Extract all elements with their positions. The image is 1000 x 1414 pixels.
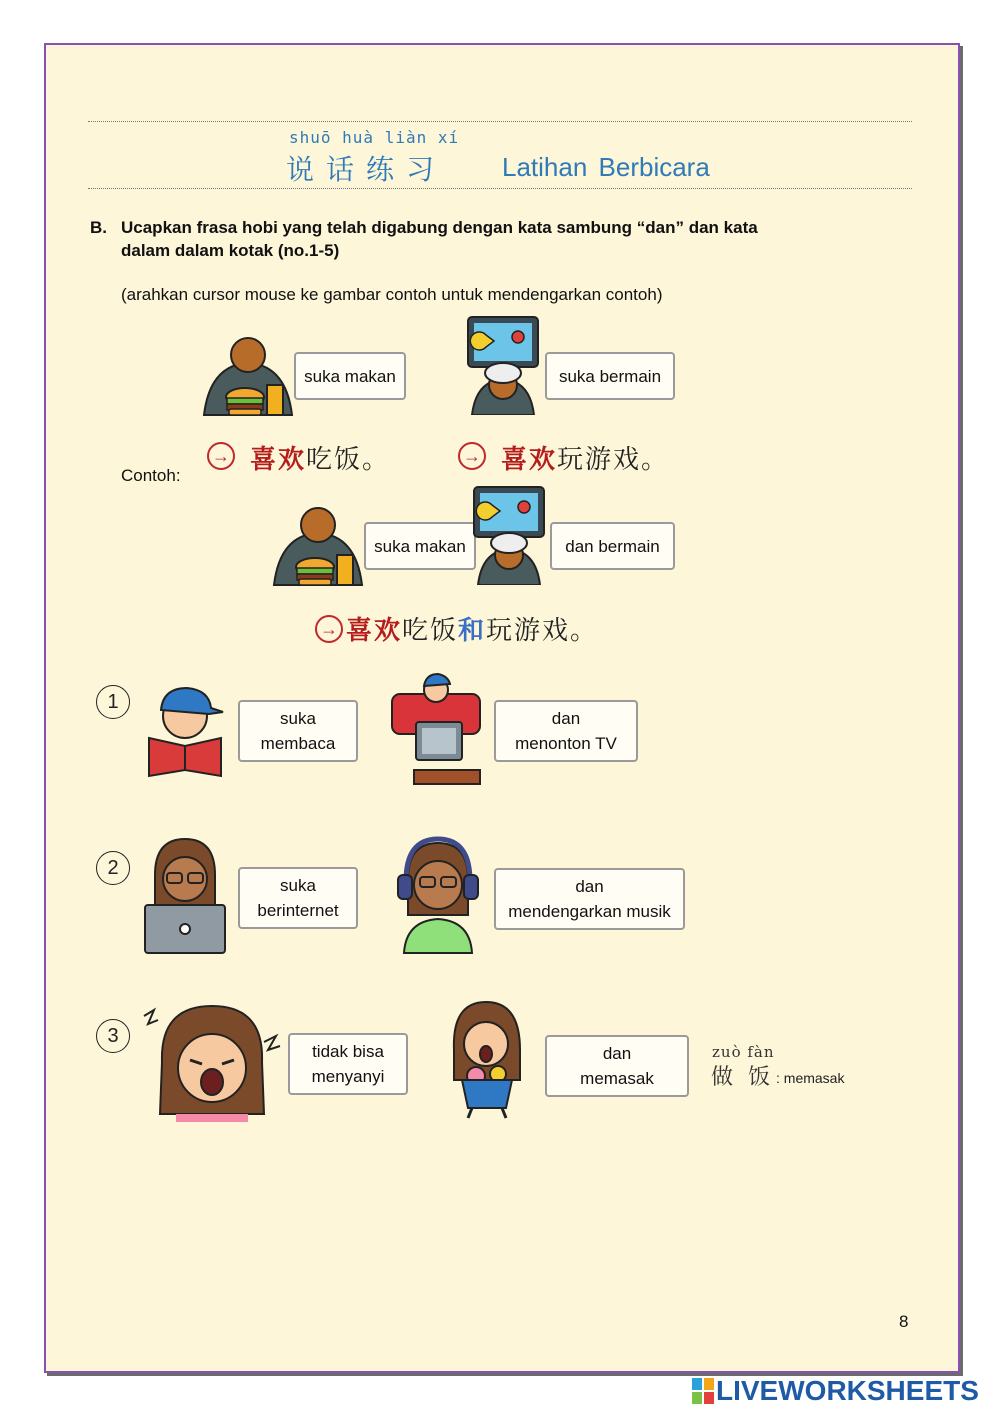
liveworksheets-logo-text: LIVEWORKSHEETS <box>716 1375 979 1406</box>
exercise-number-2: 2 <box>96 851 130 885</box>
liveworksheets-logo-icon <box>692 1378 714 1404</box>
vocab-pinyin: zuò fàn <box>712 1043 775 1061</box>
example-box-suka-makan: suka makan <box>294 352 406 400</box>
example-sentence-2 <box>501 439 669 476</box>
exercise2-right-box: dan mendengarkan musik <box>494 868 685 930</box>
example-sentence-combined <box>346 610 598 647</box>
combined-conjunction: 和 <box>458 616 487 646</box>
title-malay: Latihan Berbicara <box>502 152 710 182</box>
example-sentence-1 <box>250 439 390 476</box>
exercise1-right-box: dan menonton TV <box>494 700 638 762</box>
gaming-person-image[interactable] <box>466 315 540 415</box>
sentence2-object: 玩游戏。 <box>557 445 670 475</box>
exercise1-left-box: suka membaca <box>238 700 358 762</box>
eating-person-image[interactable] <box>200 335 296 417</box>
bad-singing-girl-image <box>140 1002 286 1124</box>
vocab-hanzi: 做 饭 <box>711 1065 774 1090</box>
instruction-note: (arahkan cursor mouse ke gambar contoh untuk mendengarkan contoh) <box>121 285 663 304</box>
sentence1-object: 吃饭。 <box>306 445 391 475</box>
arrow-right-icon[interactable]: → <box>315 615 343 643</box>
combined-object2: 玩游戏。 <box>486 616 599 646</box>
internet-girl-image <box>141 835 229 955</box>
title-hanzi: 说话练习 <box>286 153 447 186</box>
exercise-number-1: 1 <box>96 685 130 719</box>
arrow-right-icon[interactable]: → <box>207 442 235 470</box>
combined-object1: 吃饭 <box>402 616 459 646</box>
header-bottom-divider <box>88 188 912 189</box>
exercise3-right-box: dan memasak <box>545 1035 689 1097</box>
tv-watching-image <box>386 672 486 788</box>
example-box-dan-bermain: dan bermain <box>550 522 675 570</box>
page-number: 8 <box>899 1312 909 1331</box>
eating-person-image[interactable] <box>270 505 366 587</box>
sentence2-verb: 喜欢 <box>501 445 558 475</box>
music-girl-image <box>390 835 486 955</box>
sentence1-verb: 喜欢 <box>250 445 307 475</box>
arrow-right-icon[interactable]: → <box>458 442 486 470</box>
example-label: Contoh: <box>121 466 181 485</box>
exercise-number-3: 3 <box>96 1019 130 1053</box>
example-box-suka-makan-2: suka makan <box>364 522 476 570</box>
header-top-divider <box>88 121 912 122</box>
title-pinyin: shuō huà liàn xí <box>289 128 460 147</box>
liveworksheets-logo[interactable] <box>692 1375 979 1407</box>
reading-boy-image <box>143 682 227 778</box>
cooking-girl-image <box>446 1000 528 1120</box>
example-box-suka-bermain: suka bermain <box>545 352 675 400</box>
section-letter: B. <box>90 218 107 237</box>
exercise3-left-box: tidak bisa menyanyi <box>288 1033 408 1095</box>
instruction-line1: Ucapkan frasa hobi yang telah digabung dengan kata sambung “dan” dan kata <box>121 218 758 237</box>
vocab-meaning: : memasak <box>776 1070 845 1086</box>
gaming-person-image[interactable] <box>472 485 546 585</box>
combined-verb: 喜欢 <box>346 616 403 646</box>
instruction-line2: dalam dalam kotak (no.1-5) <box>121 241 340 260</box>
exercise2-left-box: suka berinternet <box>238 867 358 929</box>
